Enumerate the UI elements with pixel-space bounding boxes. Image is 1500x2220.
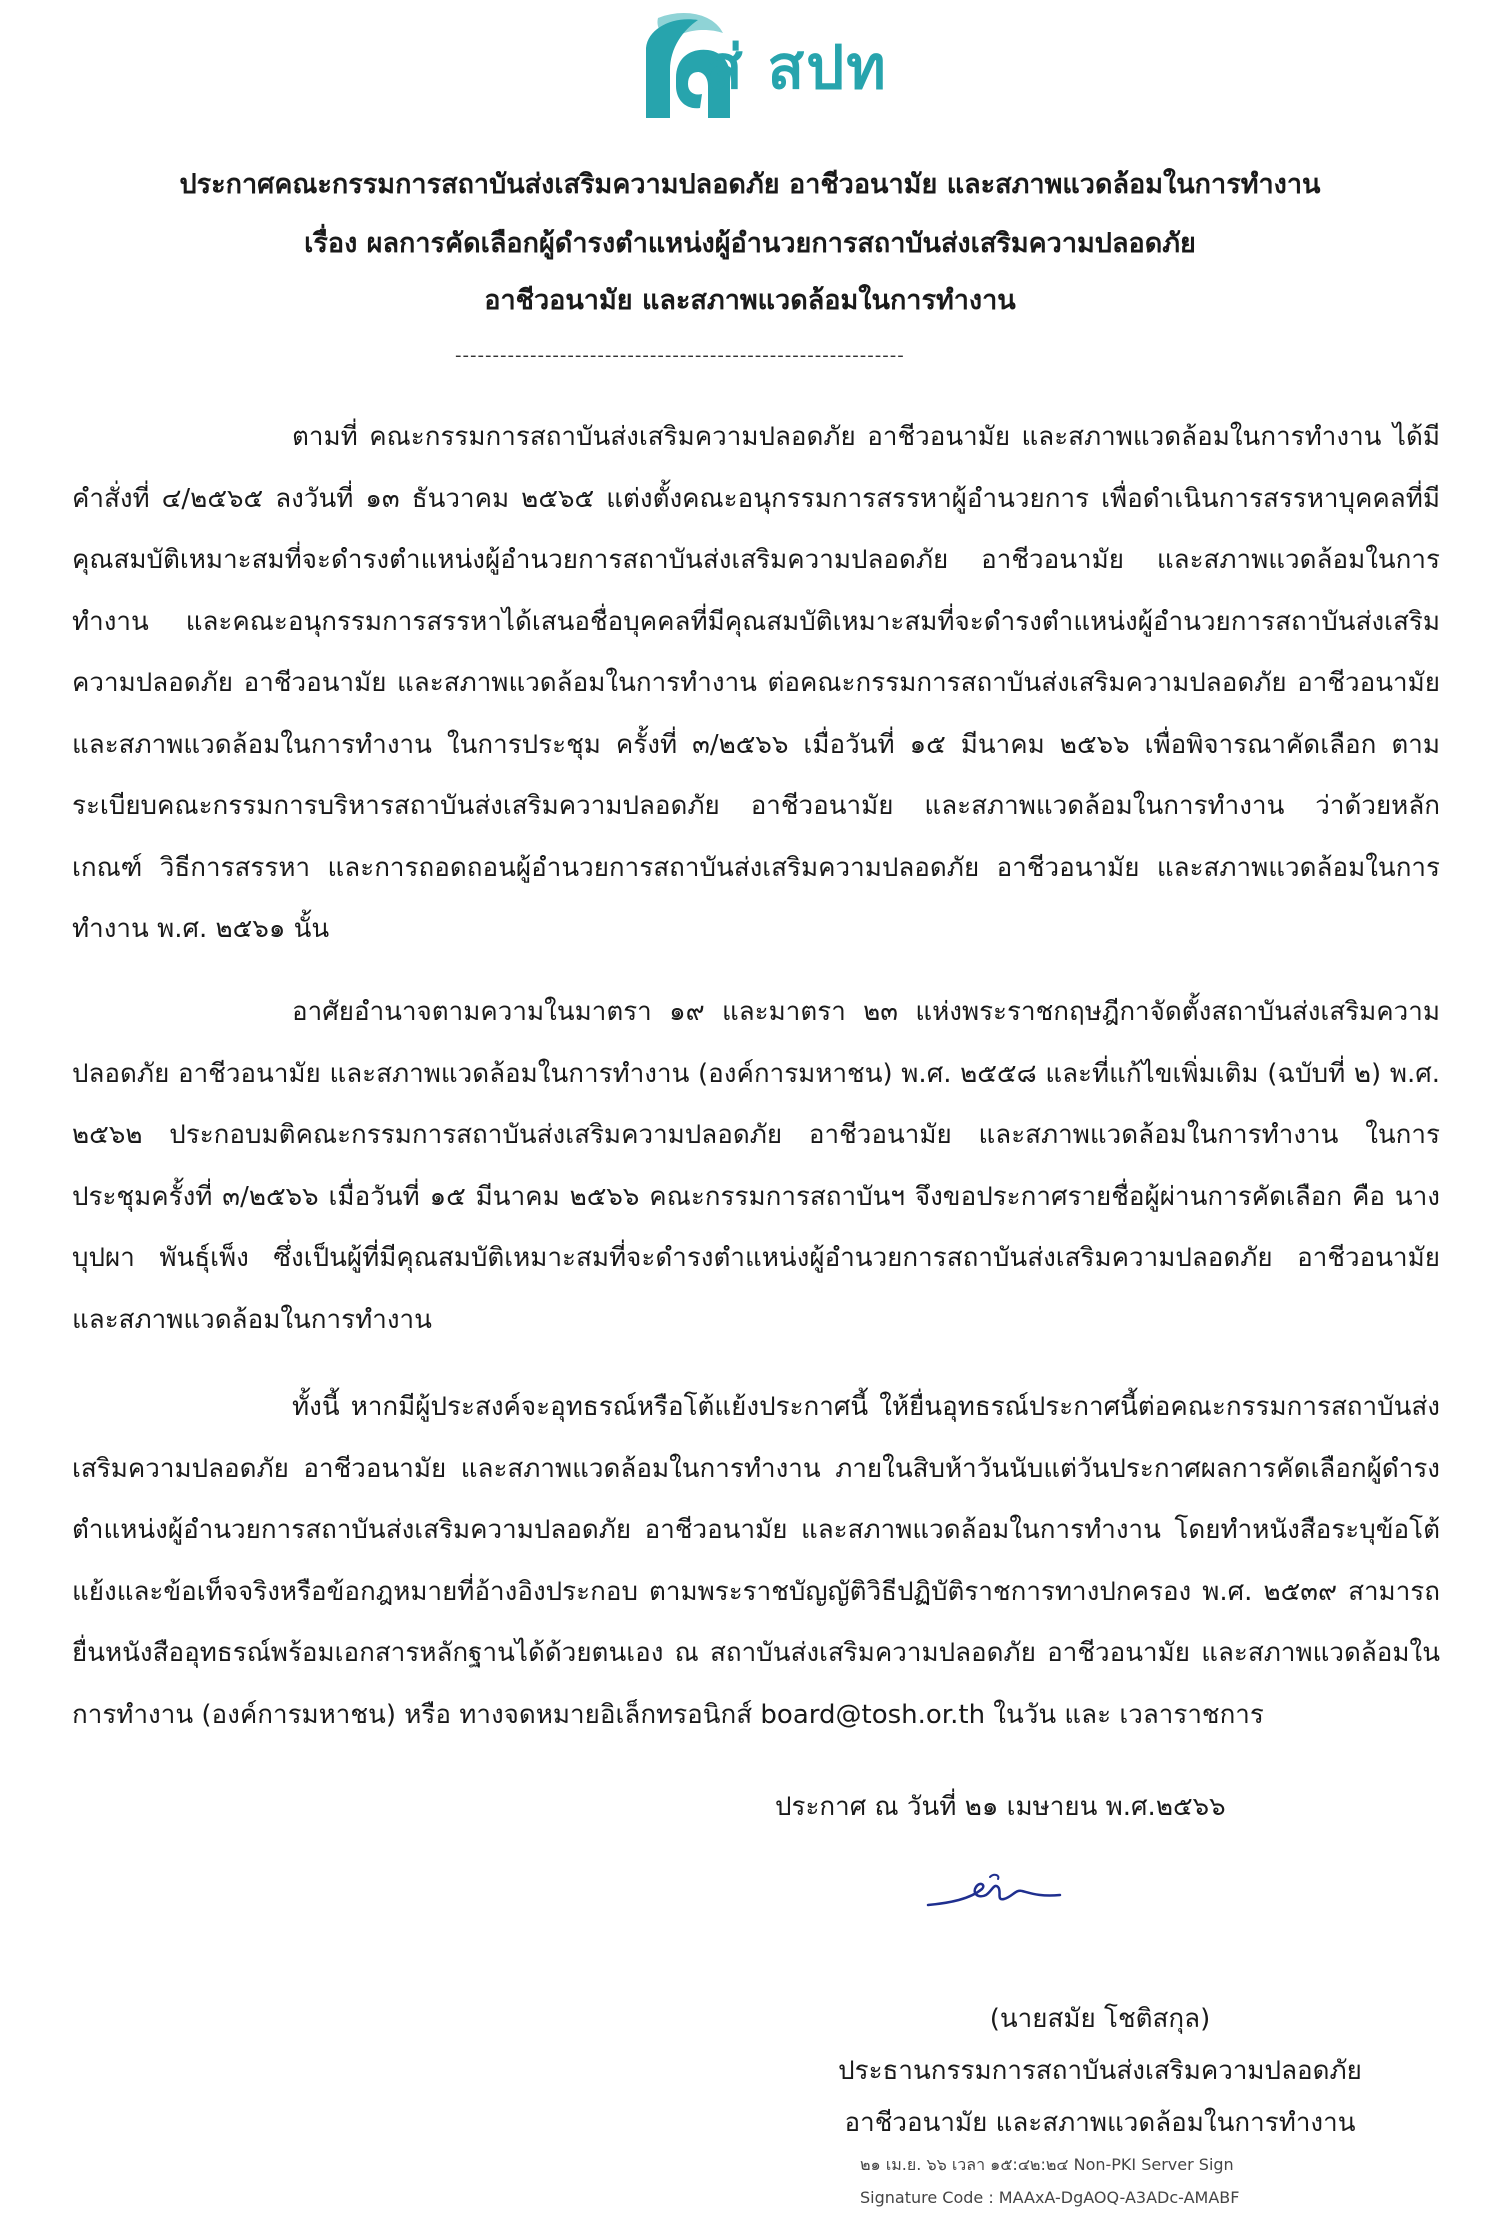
logo-text: ส่ สปท xyxy=(706,33,888,103)
paragraph-background: ตามที่ คณะกรรมการสถาบันส่งเสริมความปลอดภัย อาชีวอนามัย และสภาพแวดล้อมในการทำงาน ได้มีคำสั่งที่ ๔/๒๕๖๕ ลงวันที่ ๑๓ ธันวาคม ๒๕๖๕ แต่งตั้งคณะอนุกรรมการสรรหาผู้อำนวยการ เพื่อดำเนินการสรรหาบุคคลที่มีคุณสมบัติเหมาะสมที่จะดำรงตำแหน่งผู้อำนวยการสถาบันส่งเสริมความปลอดภัย อาชีวอนามัย และสภาพแวดล้อมในการทำงาน และคณะอนุกรรมการสรรหาได้เสนอชื่อบุคคลที่มีคุณสมบัติเหมาะสมที่จะดำรงตำแหน่งผู้อำนวยการสถาบันส่งเสริมความปลอดภัย อาชีวอนามัย และสภาพแวดล้อมในการทำงาน ต่อคณะกรรมการสถาบันส่งเสริมความปลอดภัย อาชีวอนามัย และสภาพแวดล้อมในการทำงาน ในการประชุม ครั้งที่ ๓/๒๕๖๖ เมื่อวันที่ ๑๕ มีนาคม ๒๕๖๖ เพื่อพิจารณาคัดเลือก ตามระเบียบคณะกรรมการบริหารสถาบันส่งเสริมความปลอดภัย อาชีวอนามัย และสภาพแวดล้อมในการทำงาน ว่าด้วยหลักเกณฑ์ วิธีการสรรหา และการถอดถอนผู้อำนวยการสถาบันส่งเสริมความปลอดภัย อาชีวอนามัย และสภาพแวดล้อมในการทำงาน พ.ศ. ๒๕๖๑ นั้น xyxy=(72,422,1440,944)
handwritten-signature xyxy=(920,1865,1070,1935)
announcement-subject-cont: อาชีวอนามัย และสภาพแวดล้อมในการทำงาน xyxy=(484,285,1016,316)
paragraph-announcement: อาศัยอำนาจตามความในมาตรา ๑๙ และมาตรา ๒๓ แห่งพระราชกฤษฎีกาจัดตั้งสถาบันส่งเสริมความปลอดภัย อาชีวอนามัย และสภาพแวดล้อมในการทำงาน (องค์การมหาชน) พ.ศ. ๒๕๕๘ และที่แก้ไขเพิ่มเติม (ฉบับที่ ๒) พ.ศ. ๒๕๖๒ ประกอบมติคณะกรรมการสถาบันส่งเสริมความปลอดภัย อาชีวอนามัย และสภาพแวดล้อมในการทำงาน ในการประชุมครั้งที่ ๓/๒๕๖๖ เมื่อวันที่ ๑๕ มีนาคม ๒๕๖๖ คณะกรรมการสถาบันฯ จึงขอประกาศรายชื่อผู้ผ่านการคัดเลือก คือ นางบุปผา พันธุ์เพ็ง ซึ่งเป็นผู้ที่มีคุณสมบัติเหมาะสมที่จะดำรงตำแหน่งผู้อำนวยการสถาบันส่งเสริมความปลอดภัย อาชีวอนามัย และสภาพแวดล้อมในการทำงาน xyxy=(72,997,1440,1335)
announcement-subject: เรื่อง ผลการคัดเลือกผู้ดำรงตำแหน่งผู้อำนวยการสถาบันส่งเสริมความปลอดภัย xyxy=(304,228,1196,259)
signature-code: Signature Code : MAAxA-DgAOQ-A3ADc-AMABF xyxy=(860,2188,1240,2207)
announcement-date: ประกาศ ณ วันที่ ๒๑ เมษายน พ.ศ.๒๕๖๖ xyxy=(775,1792,1226,1822)
signatory-name: (นายสมัย โชติสกุล) xyxy=(989,2004,1211,2034)
signatory-position-cont: อาชีวอนามัย และสภาพแวดล้อมในการทำงาน xyxy=(844,2108,1356,2138)
title-separator: ------------------------------------------------------------ xyxy=(455,345,905,366)
announcement-title: ประกาศคณะกรรมการสถาบันส่งเสริมความปลอดภัย อาชีวอนามัย และสภาพแวดล้อมในการทำงาน xyxy=(179,169,1321,200)
e-sign-timestamp: ๒๑ เม.ย. ๖๖ เวลา ๑๕:๔๒:๒๔ Non-PKI Server Sign xyxy=(860,2155,1234,2174)
signatory-position: ประธานกรรมการสถาบันส่งเสริมความปลอดภัย xyxy=(838,2056,1362,2086)
paragraph-appeal: ทั้งนี้ หากมีผู้ประสงค์จะอุทธรณ์หรือโต้แย้งประกาศนี้ ให้ยื่นอุทธรณ์ประกาศนี้ต่อคณะกรรมการสถาบันส่งเสริมความปลอดภัย อาชีวอนามัย และสภาพแวดล้อมในการทำงาน ภายในสิบห้าวันนับแต่วันประกาศผลการคัดเลือกผู้ดำรงตำแหน่งผู้อำนวยการสถาบันส่งเสริมความปลอดภัย อาชีวอนามัย และสภาพแวดล้อมในการทำงาน โดยทำหนังสือระบุข้อโต้แย้งและข้อเท็จจริงหรือข้อกฎหมายที่อ้างอิงประกอบ ตามพระราชบัญญัติวิธีปฏิบัติราชการทางปกครอง พ.ศ. ๒๕๓๙ สามารถยื่นหนังสืออุทธรณ์พร้อมเอกสารหลักฐานได้ด้วยตนเอง ณ สถาบันส่งเสริมความปลอดภัย อาชีวอนามัย และสภาพแวดล้อมในการทำงาน (องค์การมหาชน) หรือ ทางจดหมายอิเล็กทรอนิกส์ board@tosh.or.th ในวัน และ เวลาราชการ xyxy=(72,1392,1440,1730)
